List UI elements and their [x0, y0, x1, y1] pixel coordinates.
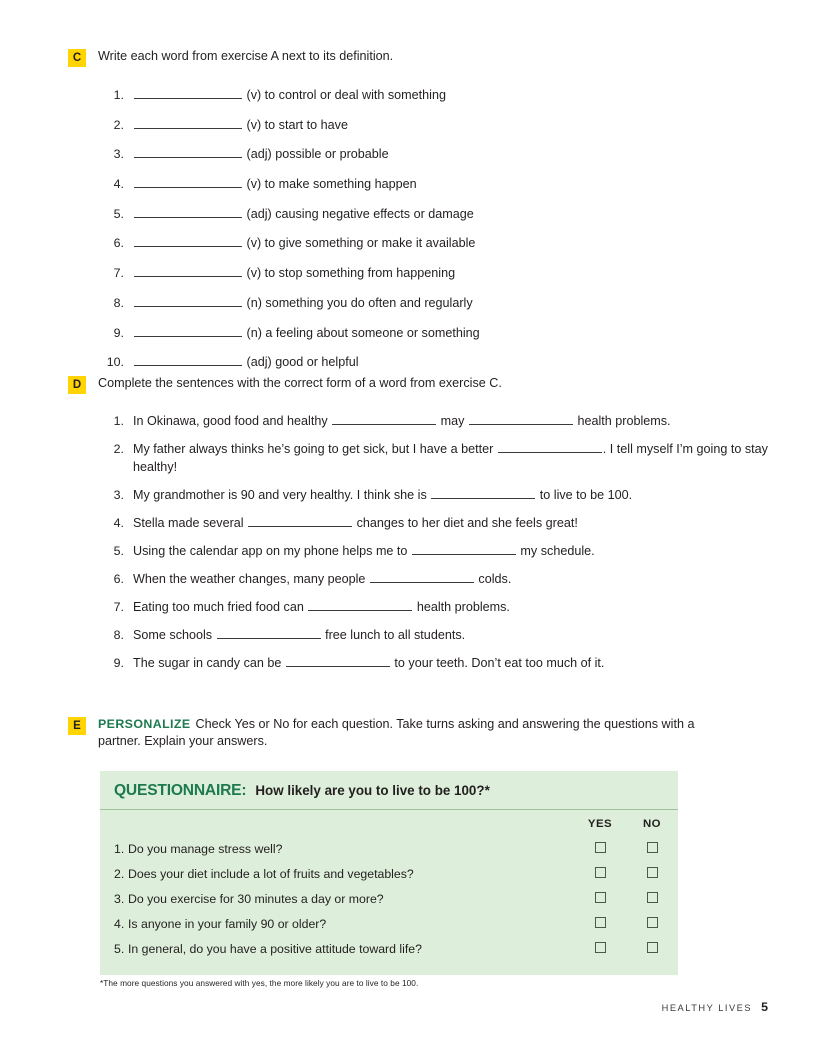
list-item — [102, 145, 768, 163]
question-number: 1. — [114, 841, 125, 856]
item-body — [133, 654, 768, 672]
exercise-d — [68, 375, 768, 682]
answer-blank[interactable] — [134, 295, 242, 307]
item-number: 3. — [113, 147, 124, 162]
exercise-c-instruction: Write each word from exercise A next to its definition. — [98, 49, 394, 63]
item-number: 6. — [113, 236, 124, 251]
checkbox-yes[interactable] — [595, 942, 606, 953]
item-body — [133, 175, 768, 193]
list-item — [102, 440, 768, 476]
exercise-c-items — [102, 86, 768, 371]
sentence-fragment: When the weather changes, many people — [133, 572, 369, 586]
sentence-fragment: Some schools — [133, 628, 216, 642]
definition-text: (n) something you do often and regularly — [246, 295, 473, 310]
item-body — [133, 598, 768, 616]
checkbox-no[interactable] — [647, 917, 658, 928]
definition-text: (adj) possible or probable — [246, 147, 389, 162]
exercise-c-header — [68, 48, 768, 67]
exercise-e-badge: E — [68, 717, 86, 735]
checkbox-cell-no[interactable] — [626, 936, 678, 961]
answer-blank[interactable] — [217, 627, 321, 639]
list-item — [102, 264, 768, 282]
definition-text: (v) to make something happen — [246, 177, 417, 192]
sentence-fragment: free lunch to all students. — [321, 628, 466, 642]
sentence-fragment: to live to be 100. — [536, 488, 633, 502]
sentence-fragment: My father always thinks he’s going to get sick, but I have a better — [133, 442, 497, 456]
answer-blank[interactable] — [370, 571, 474, 583]
sentence-fragment: . I tell myself I’m going to stay healthy! — [133, 442, 768, 474]
item-number: 5. — [113, 544, 124, 558]
checkbox-no[interactable] — [647, 942, 658, 953]
answer-blank[interactable] — [134, 354, 242, 366]
question-text: Do you manage stress well? — [128, 841, 283, 856]
list-item — [102, 234, 768, 252]
item-body — [133, 116, 768, 134]
footer-page-number: 5 — [761, 1000, 768, 1014]
sentence-fragment: my schedule. — [516, 544, 595, 558]
item-number: 8. — [113, 628, 124, 642]
sentence-fragment: Stella made several — [133, 516, 248, 530]
item-body — [133, 234, 768, 252]
sentence-fragment: health problems. — [573, 414, 671, 428]
item-number: 6. — [113, 572, 124, 586]
item-number: 1. — [113, 414, 124, 428]
checkbox-cell-yes[interactable] — [574, 836, 626, 861]
checkbox-no[interactable] — [647, 867, 658, 878]
item-number: 3. — [113, 488, 124, 502]
table-row — [100, 911, 678, 936]
item-body — [133, 264, 768, 282]
answer-blank[interactable] — [248, 515, 352, 527]
exercise-c — [68, 48, 768, 383]
item-number: 4. — [113, 177, 124, 192]
checkbox-yes[interactable] — [595, 867, 606, 878]
question-text: Do you exercise for 30 minutes a day or more? — [128, 891, 384, 906]
sentence-fragment: may — [437, 414, 468, 428]
sentence-fragment: In Okinawa, good food and healthy — [133, 414, 332, 428]
questionnaire-table — [100, 810, 678, 961]
answer-blank[interactable] — [498, 441, 602, 453]
definition-text: (adj) good or helpful — [246, 355, 359, 370]
item-body — [133, 324, 768, 342]
definition-text: (n) a feeling about someone or something — [246, 325, 480, 340]
exercise-e-instruction-wrap — [98, 716, 738, 750]
exercise-e — [68, 716, 768, 750]
questionnaire-title: QUESTIONNAIRE: — [114, 782, 247, 799]
checkbox-no[interactable] — [647, 892, 658, 903]
list-item — [102, 570, 768, 588]
question-text: Is anyone in your family 90 or older? — [128, 916, 327, 931]
sentence-fragment: Using the calendar app on my phone helps me to — [133, 544, 411, 558]
question-text-cell — [100, 936, 574, 961]
questionnaire-col-yes: YES — [587, 818, 613, 830]
list-item — [102, 175, 768, 193]
list-item — [102, 324, 768, 342]
answer-blank[interactable] — [134, 87, 242, 99]
exercise-d-instruction: Complete the sentences with the correct form of a word from exercise C. — [98, 376, 502, 390]
question-text-cell — [100, 861, 574, 886]
definition-text: (adj) causing negative effects or damage — [246, 206, 474, 221]
list-item — [102, 86, 768, 104]
checkbox-cell-no[interactable] — [626, 911, 678, 936]
answer-blank[interactable] — [134, 206, 242, 218]
item-number: 7. — [113, 266, 124, 281]
list-item — [102, 412, 768, 430]
list-item — [102, 514, 768, 532]
footer-unit-label: HEALTHY LIVES — [661, 1003, 753, 1013]
personalize-tag: PERSONALIZE — [98, 717, 191, 731]
item-body — [133, 514, 768, 532]
definition-text: (v) to give something or make it available — [246, 236, 476, 251]
item-body — [133, 486, 768, 504]
questionnaire-body — [100, 810, 678, 975]
answer-blank[interactable] — [469, 413, 573, 425]
item-body — [133, 440, 768, 476]
sentence-fragment: My grandmother is 90 and very healthy. I think she is — [133, 488, 431, 502]
sentence-fragment: health problems. — [413, 600, 510, 614]
question-text-cell — [100, 911, 574, 936]
checkbox-cell-no[interactable] — [626, 861, 678, 886]
checkbox-yes[interactable] — [595, 917, 606, 928]
exercise-d-header — [68, 375, 768, 394]
question-number: 3. — [114, 891, 125, 906]
questionnaire-header-row — [100, 810, 678, 836]
item-body — [133, 353, 768, 371]
question-text-cell — [100, 886, 574, 911]
list-item — [102, 353, 768, 371]
checkbox-cell-no[interactable] — [626, 886, 678, 911]
definition-text: (v) to stop something from happening — [246, 266, 456, 281]
definition-text: (v) to start to have — [246, 117, 348, 132]
questionnaire-footnote: *The more questions you answered with yes, the more likely you are to live to be 100. — [100, 978, 419, 988]
question-text-cell — [100, 836, 574, 861]
item-number: 4. — [113, 516, 124, 530]
exercise-d-badge: D — [68, 376, 86, 394]
question-text: In general, do you have a positive attitude toward life? — [128, 941, 422, 956]
item-number: 10. — [106, 355, 124, 370]
checkbox-cell-yes[interactable] — [574, 936, 626, 961]
sentence-fragment: The sugar in candy can be — [133, 656, 285, 670]
checkbox-cell-yes[interactable] — [574, 911, 626, 936]
definition-text: (v) to control or deal with something — [246, 88, 446, 102]
item-number: 9. — [113, 325, 124, 340]
exercise-c-badge: C — [68, 49, 86, 67]
question-text: Does your diet include a lot of fruits and vegetables? — [128, 866, 414, 881]
exercise-d-items — [102, 412, 768, 672]
sentence-fragment: to your teeth. Don’t eat too much of it. — [390, 656, 605, 670]
exercise-e-instruction: Check Yes or No for each question. Take turns asking and answering the questions with a partner. Explain your answers. — [98, 717, 695, 748]
sentence-fragment: Eating too much fried food can — [133, 600, 308, 614]
list-item — [102, 598, 768, 616]
table-row — [100, 836, 678, 861]
list-item — [102, 626, 768, 644]
question-number: 5. — [114, 941, 125, 956]
checkbox-yes[interactable] — [595, 842, 606, 853]
checkbox-no[interactable] — [647, 842, 658, 853]
table-row — [100, 886, 678, 911]
list-item — [102, 486, 768, 504]
question-number: 2. — [114, 866, 125, 881]
sentence-fragment: changes to her diet and she feels great! — [353, 516, 578, 530]
question-number: 4. — [114, 916, 125, 931]
list-item — [102, 542, 768, 560]
item-body — [133, 570, 768, 588]
questionnaire-col-spacer — [100, 810, 574, 836]
item-body — [133, 205, 768, 223]
item-body — [133, 145, 768, 163]
answer-blank[interactable] — [134, 176, 242, 188]
answer-blank[interactable] — [308, 599, 412, 611]
questionnaire-header — [100, 771, 678, 810]
exercise-e-header — [68, 716, 768, 750]
item-number: 5. — [113, 206, 124, 221]
item-body — [133, 412, 768, 430]
questionnaire-subtitle: How likely are you to live to be 100?* — [255, 783, 490, 798]
answer-blank[interactable] — [134, 235, 242, 247]
checkbox-cell-yes[interactable] — [574, 886, 626, 911]
questionnaire-table-head — [100, 810, 678, 836]
checkbox-cell-yes[interactable] — [574, 861, 626, 886]
checkbox-cell-no[interactable] — [626, 836, 678, 861]
answer-blank[interactable] — [134, 117, 242, 129]
answer-blank[interactable] — [431, 487, 535, 499]
item-number: 7. — [113, 600, 124, 614]
item-number: 8. — [113, 295, 124, 310]
questionnaire-col-no: NO — [642, 818, 662, 830]
sentence-fragment: colds. — [474, 572, 512, 586]
list-item — [102, 294, 768, 312]
answer-blank[interactable] — [412, 543, 516, 555]
list-item — [102, 116, 768, 134]
list-item — [102, 205, 768, 223]
questionnaire-box — [100, 771, 678, 975]
checkbox-yes[interactable] — [595, 892, 606, 903]
page-footer — [662, 1000, 768, 1014]
answer-blank[interactable] — [332, 413, 436, 425]
item-number: 9. — [113, 656, 124, 670]
table-row — [100, 936, 678, 961]
item-number: 2. — [113, 442, 124, 456]
item-body — [133, 294, 768, 312]
table-row — [100, 861, 678, 886]
answer-blank[interactable] — [134, 265, 242, 277]
answer-blank[interactable] — [286, 655, 390, 667]
answer-blank[interactable] — [134, 146, 242, 158]
item-body — [133, 626, 768, 644]
item-number: 1. — [113, 88, 124, 102]
list-item — [102, 654, 768, 672]
item-number: 2. — [113, 117, 124, 132]
questionnaire-table-body — [100, 836, 678, 961]
item-body — [133, 542, 768, 560]
answer-blank[interactable] — [134, 325, 242, 337]
item-body — [133, 86, 768, 104]
